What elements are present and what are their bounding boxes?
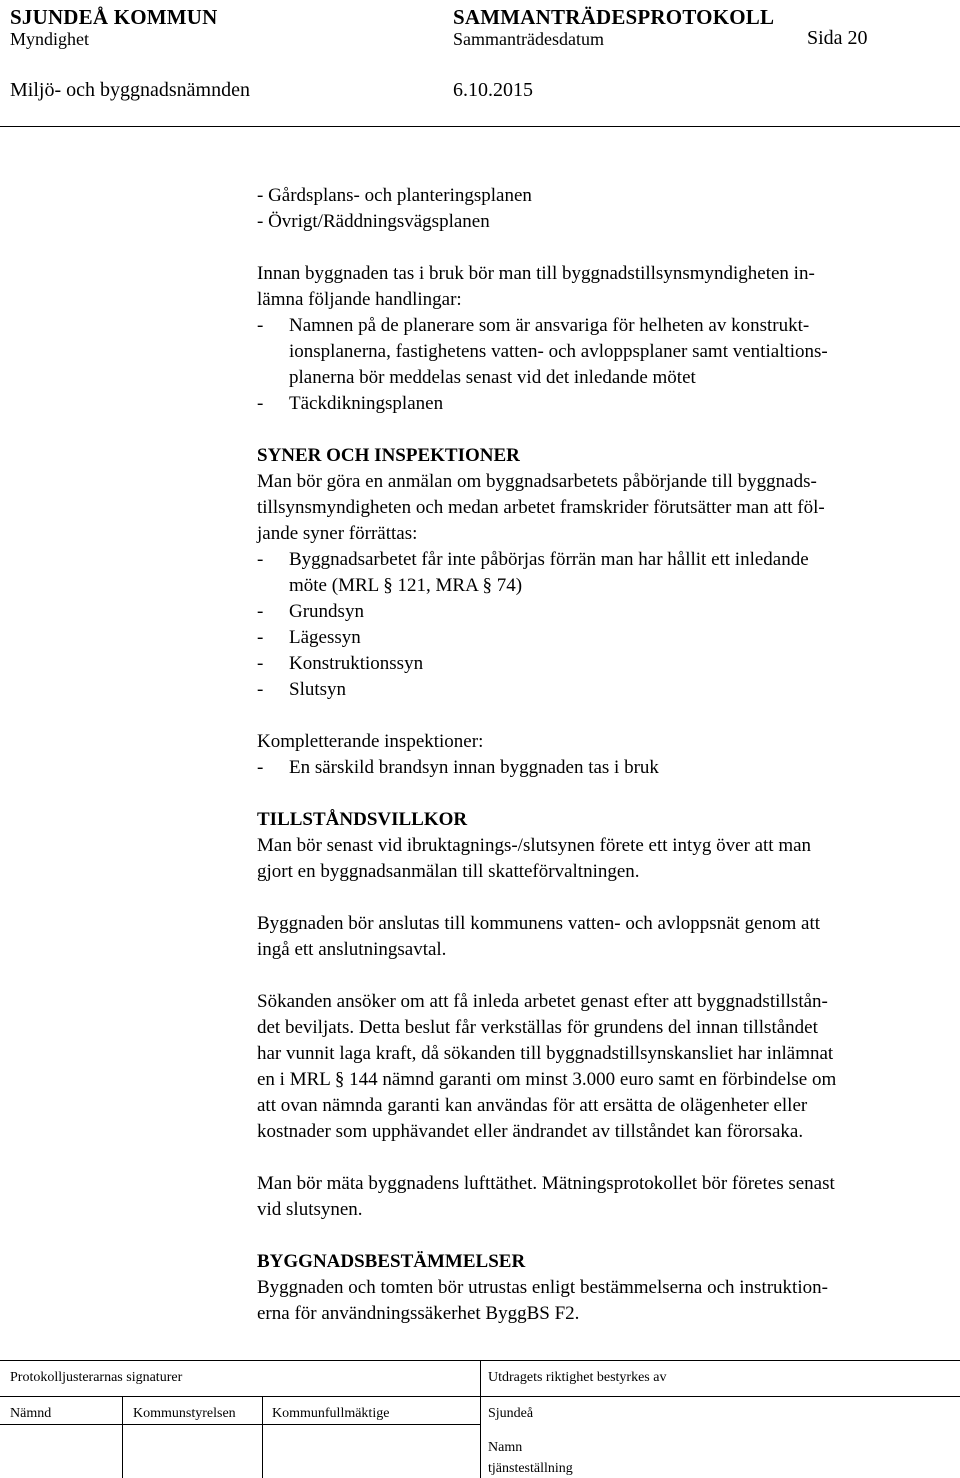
- list-item: - Lägessyn: [257, 625, 947, 651]
- document-body: [257, 183, 947, 1327]
- paragraph-line: Man bör göra en anmälan om byggnadsarbetets påbörjande till byggnads-: [257, 471, 817, 492]
- list-item: - Byggnadsarbetet får inte påbörjas förrän man har hållit ett inledande: [257, 547, 947, 573]
- paragraph-line: vid slutsynen.: [257, 1199, 363, 1220]
- list-item-cont: ionsplanerna, fastighetens vatten- och avloppsplaner samt ventialtions-: [289, 341, 828, 362]
- paragraph-line: erna för användningssäkerhet ByggBS F2.: [257, 1303, 580, 1324]
- paragraph-line: Man bör mäta byggnadens lufttäthet. Mätningsprotokollet bör företes senast: [257, 1173, 835, 1194]
- list-item: - Täckdikningsplanen: [257, 391, 947, 417]
- meeting-date: 6.10.2015: [453, 79, 533, 101]
- list-item-cont: möte (MRL § 121, MRA § 74): [289, 575, 523, 596]
- paragraph-line: lämna följande handlingar:: [257, 289, 462, 310]
- paragraph-line: Kompletterande inspektioner:: [257, 731, 484, 752]
- signature-col-council: Kommunfullmäktige: [272, 1406, 390, 1421]
- authority-label: Myndighet: [10, 29, 89, 49]
- list-item: - En särskild brandsyn innan byggnaden tas i bruk: [257, 755, 947, 781]
- paragraph-line: gjort en byggnadsanmälan till skatteförvaltningen.: [257, 861, 640, 882]
- paragraph-line: det beviljats. Detta beslut får verkställas för grundens del innan tillståndet: [257, 1017, 818, 1038]
- certify-label: Utdragets riktighet bestyrkes av: [488, 1370, 667, 1385]
- list-dash: -: [257, 549, 264, 570]
- paragraph-line: har vunnit laga kraft, då sökanden till byggnadstillsynskansliet har inlämnat: [257, 1043, 834, 1064]
- list-dash: -: [257, 627, 264, 648]
- footer-mid-rule: [0, 1396, 960, 1397]
- footer-center-divider: [480, 1360, 481, 1478]
- list-dash: -: [257, 601, 264, 622]
- paragraph-line: att ovan nämnda garanti kan användas för att ersätta de olägenheter eller: [257, 1095, 808, 1116]
- paragraph-line: en i MRL § 144 nämnd garanti om minst 3.000 euro samt en förbindelse om: [257, 1069, 837, 1090]
- paragraph-line: kostnader som upphävandet eller ändrandet av tillståndet kan förorsaka.: [257, 1121, 804, 1142]
- list-dash: -: [257, 679, 264, 700]
- document-type: SAMMANTRÄDESPROTOKOLL: [453, 5, 775, 29]
- list-dash: -: [257, 757, 264, 778]
- paragraph-line: Innan byggnaden tas i bruk bör man till byggnadstillsynsmyndigheten in-: [257, 263, 815, 284]
- org-name: SJUNDEÅ KOMMUN: [10, 5, 218, 29]
- paragraph-line: Sökanden ansöker om att få inleda arbetet genast efter att byggnadstillstån-: [257, 991, 828, 1012]
- paragraph-line: ingå ett anslutningsavtal.: [257, 939, 447, 960]
- section-heading: BYGGNADSBESTÄMMELSER: [257, 1251, 526, 1272]
- authority-name: Miljö- och byggnadsnämnden: [10, 79, 250, 101]
- list-item: - Konstruktionssyn: [257, 651, 947, 677]
- list-dash: -: [257, 315, 264, 336]
- signature-cell-divider: [262, 1396, 263, 1478]
- list-item: - Grundsyn: [257, 599, 947, 625]
- place-label: Sjundeå: [488, 1406, 534, 1421]
- signatures-label: Protokolljusterarnas signaturer: [10, 1370, 183, 1385]
- page-number: Sida 20: [807, 27, 868, 49]
- name-label: Namn: [488, 1440, 523, 1455]
- list-dash: -: [257, 653, 264, 674]
- signature-cell-rule: [0, 1424, 480, 1425]
- list-item: - Övrigt/Räddningsvägsplanen: [257, 211, 490, 232]
- list-item: - Gårdsplans- och planteringsplanen: [257, 185, 532, 206]
- paragraph-line: Byggnaden och tomten bör utrustas enligt bestämmelserna och instruktion-: [257, 1277, 828, 1298]
- section-heading: SYNER OCH INSPEKTIONER: [257, 445, 520, 466]
- signature-col-board: Nämnd: [10, 1406, 52, 1421]
- paragraph-line: Byggnaden bör anslutas till kommunens vatten- och avloppsnät genom att: [257, 913, 821, 934]
- list-item: - Namnen på de planerare som är ansvariga för helheten av konstrukt-: [257, 313, 947, 339]
- paragraph-line: Man bör senast vid ibruktagnings-/slutsynen förete ett intyg över att man: [257, 835, 812, 856]
- list-item-cont: planerna bör meddelas senast vid det inledande mötet: [289, 367, 696, 388]
- list-item: - Slutsyn: [257, 677, 947, 703]
- signature-cell-divider: [122, 1396, 123, 1478]
- paragraph-line: jande syner förrättas:: [257, 523, 418, 544]
- paragraph-line: tillsynsmyndigheten och medan arbetet framskrider förutsätter man att föl-: [257, 497, 825, 518]
- signature-col-executive: Kommunstyrelsen: [133, 1406, 236, 1421]
- position-label: tjänsteställning: [488, 1461, 573, 1476]
- date-label: Sammanträdesdatum: [453, 29, 604, 49]
- header-rule: [0, 126, 960, 127]
- section-heading: TILLSTÅNDSVILLKOR: [257, 809, 468, 830]
- list-dash: -: [257, 393, 264, 414]
